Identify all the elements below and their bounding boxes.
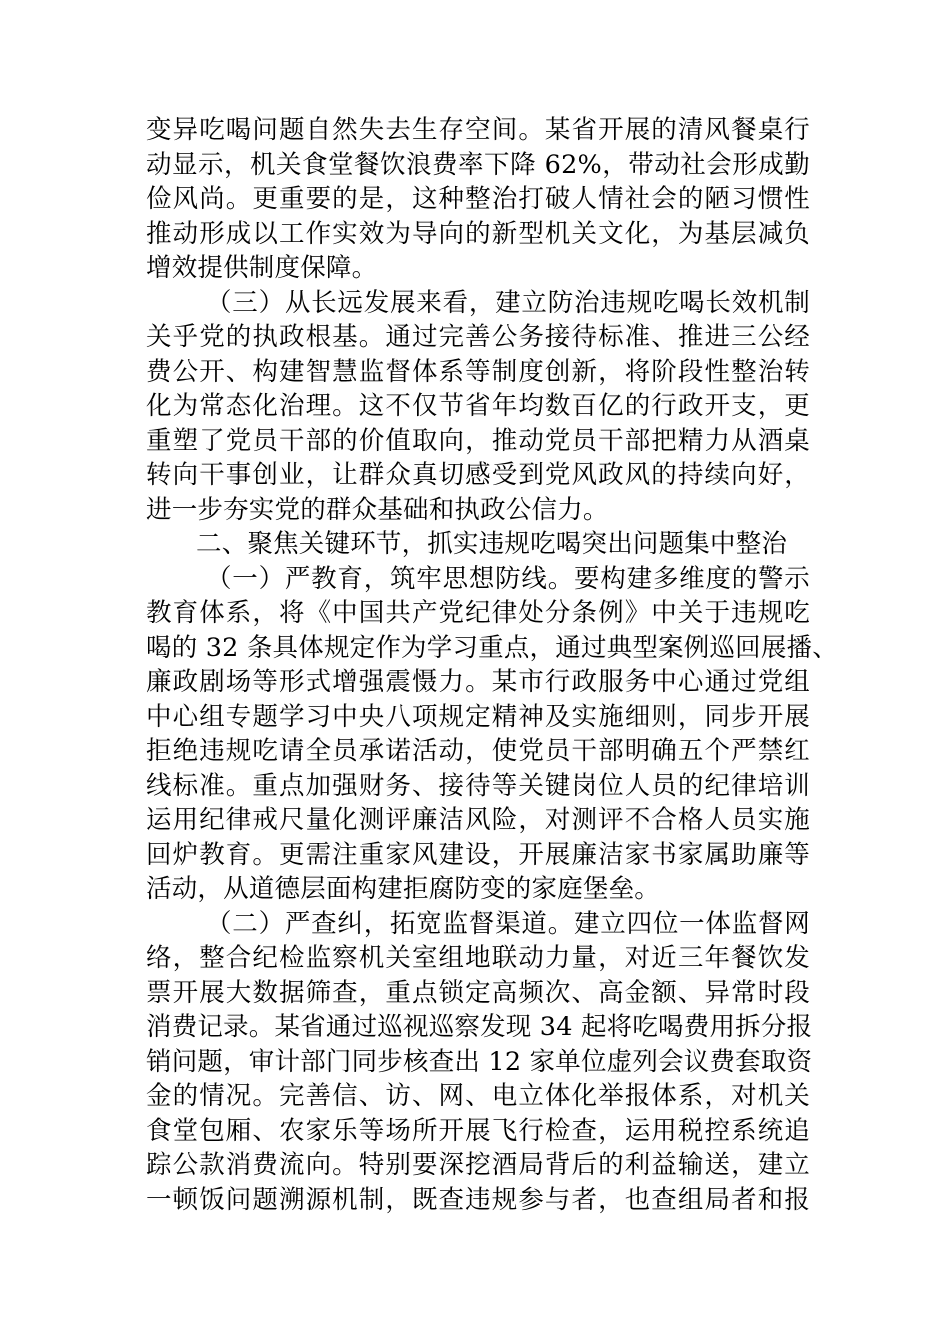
text-line: 销问题，审计部门同步核查出 12 家单位虚列会议费套取资 (146, 1046, 813, 1077)
text-line: （一）严教育，筑牢思想防线。要构建多维度的警示 (206, 563, 810, 594)
text-line: 推动形成以工作实效为导向的新型机关文化，为基层减负 (146, 218, 810, 249)
text-line: 廉政剧场等形式增强震慑力。某市行政服务中心通过党组 (146, 667, 810, 697)
text-line: 化为常态化治理。这不仅节省年均数百亿的行政开支，更 (146, 391, 810, 421)
paragraph-3 (146, 562, 838, 907)
paragraph-1 (146, 113, 810, 286)
text-line: 线标准。重点加强财务、接待等关键岗位人员的纪律培训 (146, 770, 810, 801)
text-line: 教育体系，将《中国共产党纪律处分条例》中关于违规吃 (146, 598, 810, 628)
document-page (146, 113, 838, 1217)
text-line: 关乎党的执政根基。通过完善公务接待标准、推进三公经 (146, 322, 810, 352)
text-line: （二）严查纠，拓宽监督渠道。建立四位一体监督网 (206, 908, 810, 939)
text-line: 中心组专题学习中央八项规定精神及实施细则，同步开展 (146, 701, 810, 732)
text-line: 活动，从道德层面构建拒腐防变的家庭堡垒。 (146, 874, 661, 904)
text-line: 转向干事创业，让群众真切感受到党风政风的持续向好， (146, 460, 810, 490)
text-line: 食堂包厢、农家乐等场所开展飞行检查，运用税控系统追 (146, 1115, 810, 1146)
text-line: 票开展大数据筛查，重点锁定高频次、高金额、异常时段 (146, 977, 810, 1008)
text-line: 回炉教育。更需注重家风建设，开展廉洁家书家属助廉等 (146, 839, 810, 870)
section-heading: 二、聚焦关键环节，抓实违规吃喝突出问题集中整治 (196, 529, 788, 559)
text-line: 进一步夯实党的群众基础和执政公信力。 (146, 494, 609, 525)
text-line: 增效提供制度保障。 (146, 253, 378, 283)
text-line: 运用纪律戒尺量化测评廉洁风险，对测评不合格人员实施 (146, 805, 810, 835)
text-line: 踪公款消费流向。特别要深挖酒局背后的利益输送，建立 (146, 1150, 810, 1180)
paragraph-4 (146, 907, 813, 1218)
text-line: 俭风尚。更重要的是，这种整治打破人情社会的陋习惯性 (146, 184, 810, 214)
text-line: 金的情况。完善信、访、网、电立体化举报体系，对机关 (146, 1081, 810, 1111)
text-line: 消费记录。某省通过巡视巡察发现 34 起将吃喝费用拆分报 (146, 1012, 813, 1042)
text-line: 重塑了党员干部的价值取向，推动党员干部把精力从酒桌 (146, 425, 810, 456)
text-line: 费公开、构建智慧监督体系等制度创新，将阶段性整治转 (146, 356, 810, 387)
text-line: 拒绝违规吃请全员承诺活动，使党员干部明确五个严禁红 (146, 736, 810, 766)
text-line: 喝的 32 条具体规定作为学习重点，通过典型案例巡回展播、 (146, 632, 838, 663)
text-line: 一顿饭问题溯源机制，既查违规参与者，也查组局者和报 (146, 1184, 810, 1215)
text-line: 络，整合纪检监察机关室组地联动力量，对近三年餐饮发 (146, 943, 810, 973)
text-line: 变异吃喝问题自然失去生存空间。某省开展的清风餐桌行 (146, 115, 810, 145)
text-line: 动显示，机关食堂餐饮浪费率下降 62%，带动社会形成勤 (146, 149, 810, 180)
paragraph-2 (146, 286, 810, 528)
text-line: （三）从长远发展来看，建立防治违规吃喝长效机制 (206, 287, 810, 318)
